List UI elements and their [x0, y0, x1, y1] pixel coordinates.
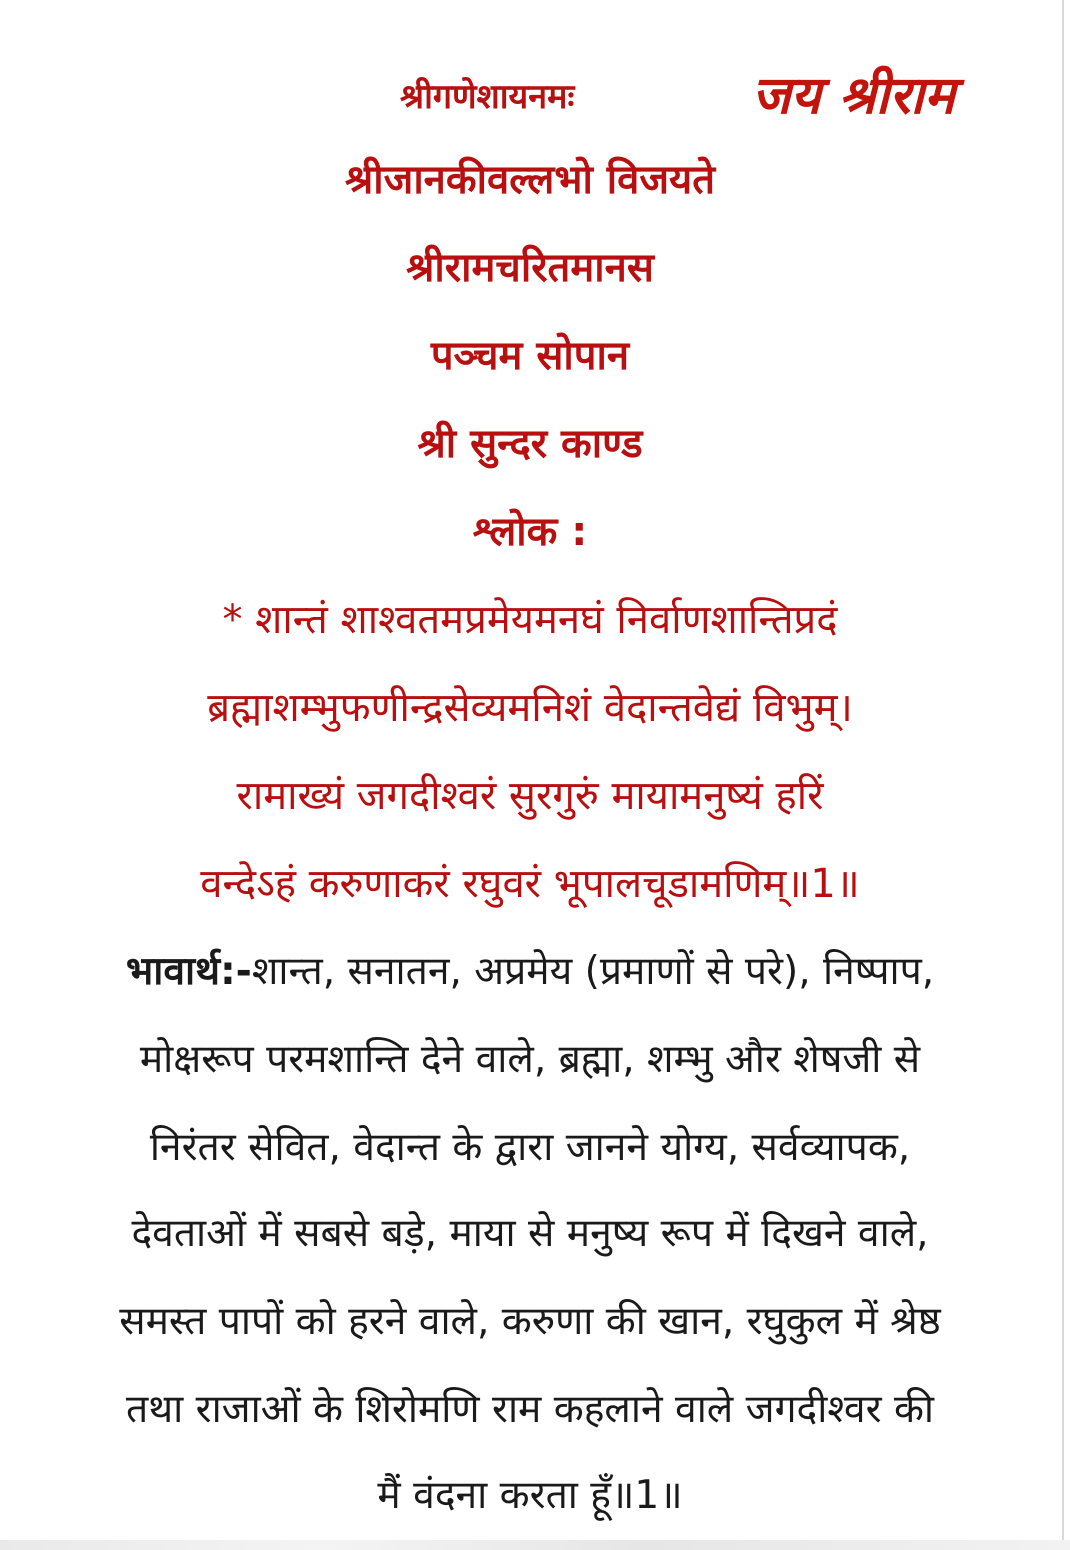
meaning-line: समस्त पापों को हरने वाले, करुणा की खान, रघुकुल में श्रेष्ठ [119, 1299, 941, 1344]
meaning-text: शान्त, सनातन, अप्रमेय (प्रमाणों से परे), निष्पाप, [251, 949, 935, 994]
title-shlok: श्लोक : [472, 509, 588, 555]
title-janaki-vallabh: श्रीजानकीवल्लभो विजयते [344, 157, 716, 203]
bottom-edge-strip [0, 1540, 1070, 1550]
meaning-line: मैं वंदना करता हूँ॥1॥ [377, 1473, 683, 1518]
shloka-line: ब्रह्माशम्भुफणीन्द्रसेव्यमनिशं वेदान्तवेद्यं विभुम्। [207, 685, 853, 731]
jay-shriram-heading: जय श्रीराम [752, 66, 955, 126]
invocation-heading: श्रीगणेशायनमः [400, 77, 575, 117]
meaning-line: देवताओं में सबसे बड़े, माया से मनुष्य रूप में दिखने वाले, [131, 1211, 929, 1256]
meaning-line: मोक्षरूप परमशान्ति देने वाले, ब्रह्मा, शम्भु और शेषजी से [139, 1037, 921, 1082]
shloka-line: रामाख्यं जगदीश्वरं सुरगुरुं मायामनुष्यं हरिं [236, 773, 824, 819]
page-edge-line [1062, 0, 1064, 1550]
meaning-label: भावार्थ:- [125, 949, 252, 994]
shloka-line: * शान्तं शाश्वतमप्रमेयमनघं निर्वाणशान्तिप्रदं [222, 597, 838, 643]
meaning-line: निरंतर सेवित, वेदान्त के द्वारा जानने योग्य, सर्वव्यापक, [149, 1125, 911, 1170]
title-ramcharitmanas: श्रीरामचरितमानस [406, 245, 654, 291]
title-pancham-sopan: पञ्चम सोपान [430, 333, 630, 379]
meaning-first-line [0, 949, 1060, 994]
meaning-line: तथा राजाओं के शिरोमणि राम कहलाने वाले जगदीश्वर की [125, 1387, 935, 1432]
shloka-line: वन्देऽहं करुणाकरं रघुवरं भूपालचूडामणिम्॥1॥ [200, 861, 860, 907]
title-sundar-kand: श्री सुन्दर काण्ड [417, 421, 643, 467]
